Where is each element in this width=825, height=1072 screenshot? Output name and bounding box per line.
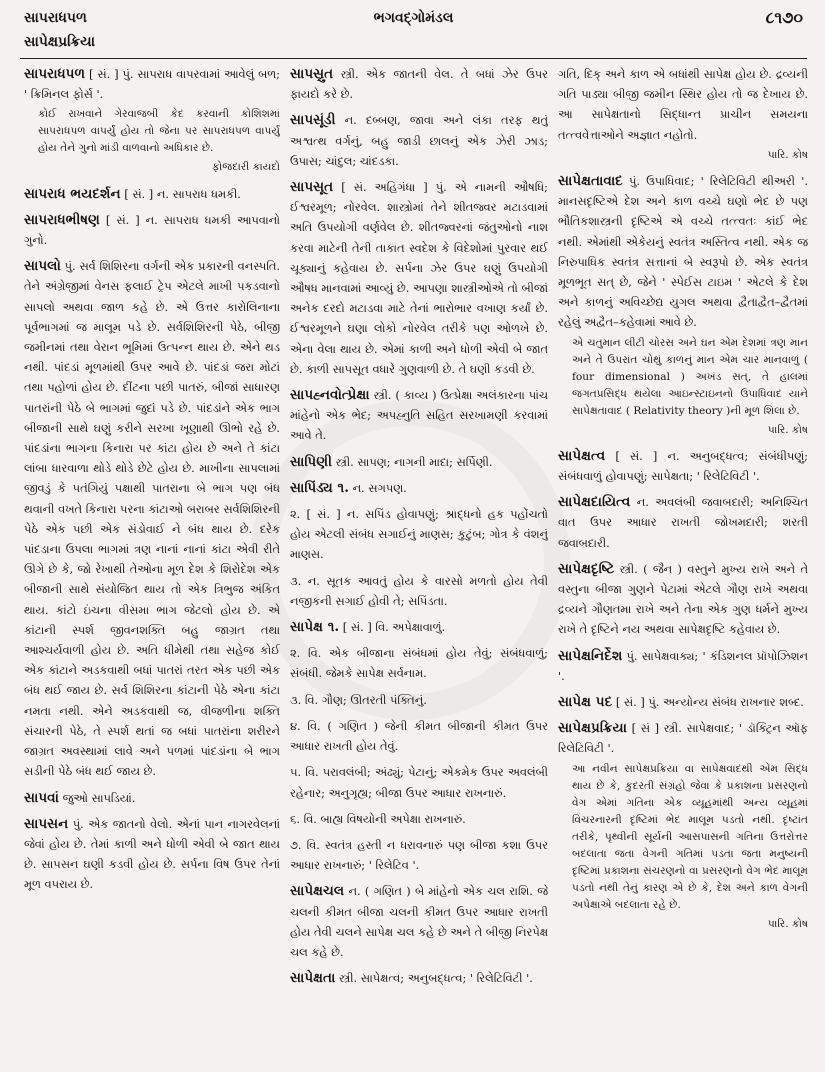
entry-headword: સાપેક્ષતાવાદ bbox=[558, 173, 623, 190]
entry-headword: સાપસ્રુત bbox=[290, 66, 334, 82]
dictionary-entry bbox=[290, 690, 548, 710]
column-1 bbox=[24, 64, 280, 1064]
entry-definition: [ સં. ] પું. સાપરાધ વાપરવામાં આવેલું બળ; ' ક્રિમિનલ ફોર્સ '. bbox=[24, 67, 280, 102]
entry-quotation: કોઈ રાખવાને ગેરવાજબી કેદ કરવાની કોશિશમાં સાપરાધપળ વાપર્યું હોય તો જેના પર સાપરાધપળ વાપર્યું હોય તેને ગુનો માંડી વાળવાનો અધિકાર છે. bbox=[38, 108, 280, 155]
dictionary-entry bbox=[290, 452, 548, 472]
entry-definition: જુઓ સાપડિયાં. bbox=[62, 790, 136, 805]
entry-definition: [ સં ] સ્ત્રી. સાપેક્ષવાદ; ' ડૉક્ટ્રિન ઑફ રિલેટિવિટી '. bbox=[558, 721, 808, 756]
dictionary-entry bbox=[290, 478, 548, 498]
dictionary-entry bbox=[290, 835, 548, 875]
dictionary-entry bbox=[558, 646, 808, 686]
entry-definition: ન. દબ્બણ, જાવા અને લંકા તરફ થતું અશ્વત્થ વર્ગનું, બહુ જાડી છાલનું એક ઝેરી ઝાડ; ઉપાસ; ચાંદુલ; ચાંદડકા. bbox=[290, 113, 548, 168]
entry-headword: સાપેક્ષ પદ bbox=[558, 694, 613, 711]
entry-headword: સાપેક્ષતા bbox=[290, 970, 336, 987]
entry-definition: સ્ત્રી. સાપણ; નાગની માદા; સર્પિણી. bbox=[335, 454, 493, 469]
entry-headword: સાપસૂત bbox=[290, 179, 334, 196]
dictionary-entry bbox=[290, 968, 548, 988]
entry-definition: [ સં. ] ન. અનુબદ્ધત્વ; સંબંધીપણું; સંબંધવાળું હોવાપણું; સાપેક્ષતા; ' રિલેટિવિટી '. bbox=[558, 448, 808, 484]
dictionary-entry bbox=[558, 64, 808, 165]
dictionary-entry bbox=[290, 617, 548, 637]
column-2 bbox=[290, 64, 548, 1064]
entry-definition: ૫. વિ. પરાવલંબી; અંઢ્યું; પેટાનું; એકમેક ઉપર અવલંબી રહેનાર; અનુગૃહ્ય; બીજા ઉપર આધાર રાખનારું. bbox=[290, 765, 548, 800]
entry-headword: સાપિંડ્ય ૧. bbox=[290, 479, 349, 496]
entry-headword: સાપેક્ષદાયિત્વ bbox=[558, 494, 631, 511]
entry-definition: પું. સાપેક્ષવાક્ય; ' કંડિશનલ પ્રૉપોઝિશન '. bbox=[558, 648, 808, 683]
dictionary-entry bbox=[24, 184, 280, 204]
header-sub-guide-word: સાપેક્ષપ્રક્રિયા bbox=[24, 34, 96, 50]
entry-definition: સ્ત્રી. સાપેક્ષત્વ; અનુબદ્ધત્વ; ' રિલેટિવિટી '. bbox=[339, 971, 533, 986]
entry-definition: સ્ત્રી. ( જૈન ) વસ્તુને મુખ્ય રાખે અને તે વસ્તુના બીજા ગુણને પેટામાં એટલે ગૌણ રાખે અથવા દ્રવ્યને ગૌણતમા રાખે અને તેના એક ગુણ ધર્મને મુખ્ય રાખે તે દૃષ્ટિને નય અથવા સાપેક્ષદૃષ્ટિ કહેવાય છે. bbox=[558, 561, 808, 637]
entry-source: પારિ. કોષ bbox=[767, 423, 808, 436]
entry-headword: સાપરાધપળ bbox=[24, 66, 86, 82]
dictionary-entry bbox=[290, 762, 548, 802]
dictionary-entry bbox=[558, 446, 808, 486]
dictionary-entry bbox=[290, 571, 548, 611]
dictionary-entry bbox=[290, 385, 548, 446]
entry-definition: સ્ત્રી. ( કાવ્ય ) ઉત્પ્રેક્ષા અલંકારના પાંચ માંહેનો એક ભેદ; અપહ્નુતિ સહિત સરખામણી કરવામાં આવે તે. bbox=[290, 388, 548, 443]
entry-headword: સાપરાધભીષણ bbox=[24, 211, 100, 228]
entry-headword: સાપવાં bbox=[24, 789, 59, 806]
entry-definition: ૨. વિ. એક બીજાના સંબંધમાં હોય તેવું; સંબંધવાળું; સંબંધી. જેમકે સાપેક્ષ સર્વનામ. bbox=[290, 646, 548, 681]
dictionary-entry bbox=[290, 504, 548, 565]
dictionary-entry bbox=[290, 881, 548, 962]
entry-headword: સાપેક્ષચલ bbox=[290, 883, 345, 900]
column-3 bbox=[558, 64, 808, 1064]
entry-definition: પું. એક જાતનો વેલો. એનાં પાન નાગરવેલનાં જેવાં હોય છે. તેમાં કાળી અને ધોળી એવી બે જાત થાય છે. સાપસન ઘણી કડવી હોય છે. સર્પના વિષ ઉપર તેનાં મૂળ વપરાય છે. bbox=[24, 816, 280, 892]
dictionary-entry bbox=[24, 788, 280, 808]
entry-headword: સાપેક્ષનિર્દેશ bbox=[558, 647, 623, 664]
page-number: ૮૧૭૦ bbox=[765, 8, 803, 27]
entry-definition: [ સં. ] ન. સાપરાધ ધમકી. bbox=[124, 186, 241, 201]
dictionary-entry bbox=[24, 210, 280, 250]
entry-headword: સાપેક્ષત્વ bbox=[558, 447, 606, 464]
entry-definition: ૬. વિ. બાહ્ય વિષયોની અપેક્ષા રાખનારું. bbox=[290, 811, 466, 826]
entry-quotation: આ નવીન સાપેક્ષપ્રક્રિયા વા સાપેક્ષવાદથી એમ સિદ્ધ થાય છે કે, કુદરતી સંગ્રહો જેવા કે પ્રકાશના પ્રસરણનો વેગ એમાં ગતિના એક વ્યૂહમાંથી અન્ય વ્યૂહમાં વિચરનારની દૃષ્ટિમાં ભેદ માલૂમ પડતો નથી. દૃષ્ટાંત તરીકે, પૃથ્વીની સૂર્યની આસપાસની ગતિના ઉત્તરોત્તર બદલાતા જતા વેગની ગતિમાં પડતા જતા મનુષ્યની દૃષ્ટિમાં પ્રકાશના સંચરણનો વા પ્રસરણનો વેગ ભેદ માલૂમ પડતો નથી તેનું કારણ એ છે કે, દેશ અને કાળ વેગની અપેક્ષાએ બદલાતા રહે છે. bbox=[572, 762, 808, 911]
dictionary-entry bbox=[290, 110, 548, 171]
entry-definition: ૪. વિ. ( ગણિત ) જેની કીમત બીજાની કીમત ઉપર આધાર રાખતી હોય તેવું. bbox=[290, 718, 548, 754]
entry-definition: [ સં. ] ન. સાપરાધ ધમકી આપવાનો ગુનો. bbox=[24, 212, 280, 248]
entry-definition: ન. અવલંબી જવાબદારી; અનિશ્ચિત વાત ઉપર આધાર રાખતી જોખમદારી; શરતી જવાબદારી. bbox=[558, 495, 808, 550]
dictionary-entry bbox=[290, 643, 548, 683]
dictionary-entry bbox=[558, 171, 808, 440]
entry-headword: સાપસન bbox=[24, 815, 69, 832]
entry-definition: ૨. [ સં. ] ન. સપિંડ હોવાપણું; શ્રાદ્ધનો હક પહોંચતો હોય એટલી સંબંધ સગાઈનું માણસ; કુટુંબ; ગોત્ર કે વંશનું માણસ. bbox=[290, 507, 548, 562]
entry-headword: સાપેક્ષપ્રક્રિયા bbox=[558, 720, 627, 737]
dictionary-entry bbox=[290, 64, 548, 104]
dictionary-entry bbox=[558, 492, 808, 553]
dictionary-entry bbox=[290, 177, 548, 379]
entry-source: પારિ. કોષ bbox=[767, 917, 808, 930]
entry-headword: સાપસૂંડી bbox=[290, 112, 336, 129]
dictionary-entry bbox=[290, 809, 548, 829]
entry-definition: ન. સગપણ. bbox=[352, 480, 407, 495]
entry-definition: ૩. ન. સૂતક આવતું હોય કે વારસો મળતો હોય તેવી નજીકની સગાઈ હોવી તે; સપિંડતા. bbox=[290, 573, 548, 608]
header-left-guide-word: સાપરાધપળ bbox=[24, 10, 87, 26]
entry-headword: સાપલો bbox=[24, 258, 61, 275]
header-title: ભગવદ્ગોમંડલ bbox=[373, 10, 454, 26]
entry-definition: ન. ( ગણિત ) બે માંહેનો એક ચલ રાશિ. જે ચલની કીમત બીજા ચલની કીમત ઉપર આધાર રાખતી હોય તેવી ચલને સાપેક્ષ ચલ કહે છે અને તે બીજી નિરપેક્ષ ચલ કહે છે. bbox=[290, 884, 548, 959]
entry-definition: ૭. વિ. સ્વતંત્ર હસ્તી ન ધરાવનારું પણ બીજા કશા ઉપર આધાર રાખનારું; ' રિલેટિવ '. bbox=[290, 837, 548, 873]
dictionary-entry bbox=[558, 692, 808, 712]
dictionary-entry bbox=[24, 814, 280, 895]
entry-definition: ગતિ, દિક્ અને કાળ એ બધાંથી સાપેક્ષ હોય છે. દ્રવ્યની ગતિ પાડ્યા બીજી જમીન સ્થિર હોય તો જ દેખાય છે. આ સાપેક્ષતાનો સિદ્ધાન્ત પ્રાચીન સમયના તત્ત્વવેત્તાઓને અજ્ઞાત નહોતો. bbox=[558, 67, 808, 142]
dictionary-entry bbox=[290, 716, 548, 756]
entry-definition: [ સં. ] પું. અન્યોન્ય સંબંધ રાખનાર શબ્દ. bbox=[615, 695, 804, 710]
entry-headword: સાપરાધ ભયદર્શન bbox=[24, 185, 121, 202]
header-divider bbox=[20, 58, 807, 59]
entry-definition: સ્ત્રી. એક જાતની વેલ. તે બધાં ઝેર ઉપર ફાયદો કરે છે. bbox=[290, 67, 548, 102]
dictionary-entry bbox=[558, 718, 808, 934]
entry-definition: [ સં. અહિગંધા ] પું. એ નામની ઔષધિ; ઈશ્વરમૂળ; નોરવેલ. શાસ્ત્રોમાં તેને શીતજ્વર મટાડવામાં અતિ ઉપયોગી વર્ણવેલ છે. શીતજ્વરનાં જંતુઓનો નાશ કરવા માટેની તેની તાકાત સ્વદેશ કે વિદેશોમાં પુરવાર થઈ ચૂક્યાનું કહેવાય છે. સર્પના ઝેર ઉપર ઘણું ઉપયોગી ઔષધ માનવામાં આવ્યું છે. આપણા શાસ્ત્રીઓએ તો બીજાં અનેક દરદો મટાડવા માટે તેનાં ભારોભાર વખાણ કર્યાં છે. ઈશ્વરમૂળને ઘણા લોકો નોરવેલ તરીકે પણ ઓળખે છે. એના વેલા થાય છે. એમાં કાળી અને ધોળી એવી બે જાત છે. કાળી સાપસૂત વધારે ગુણવાળી છે. તે ઘણી કડવી છે. bbox=[290, 180, 548, 376]
entry-definition: પું. ઉપાધિવાદ; ' રિલેટિવિટી થીઅરી '. માનસદૃષ્ટિએ દેશ અને કાળ વચ્ચે ઘણો ભેદ છે પણ ભૌતિકશાસ્ત્રની દૃષ્ટિએ એ વચ્ચે તત્ત્વતઃ કાંઈ ભેદ નથી. એમાંથી એકેયનું સ્વતંત્ર અસ્તિત્વ નથી. એક જ નિરુપાધિક સ્વતંત્ર સત્તાનાં બે સ્વરૂપો છે. એક સ્વતંત્ર મૂળભૂત સત્ છે, જેને ' સ્પેઈસ ટાઇમ ' એટલે કે દેશ અને કાળનું અવિચ્છેદ્ય યુગલ અથવા દ્વૈતાદ્વૈત–દ્વૈતમાં રહેલું અદ્વૈત–કહેવામાં આવે છે. bbox=[558, 174, 808, 330]
entry-definition: પું. સર્વ શિશિરના વર્ગની એક પ્રકારની વનસ્પતિ. તેને અંગ્રેજીમાં વેનસ ફલાઈ ટ્રેપ એટલે માખી પકડવાનો સાપલો અથવા જાળ કહે છે. એ ઉત્તર કારોલિનાના પૂર્વભાગમાં જ માલૂમ પડે છે. સર્વશિશિરની પેઠે, બીજી જમીનમાં તથા વેરાન ભૂમિમાં ઉત્પન્ન થાય છે. એને થડ નથી. પાંદડાં મૂળમાંથી ઉપર આવે છે. પાંદડાં જરા મોટાં તથા પહોળાં હોય છે. દીંટના પછી પાતરું, બીજાં સાધારણ પાતરાંની પેઠે બે ભાગમાં જુદાં પડે છે. પાંદડાંને એક ભાગ બીજાની સાથે ઘણું કરીને સરખા ખૂણાથી ઊભો રહે છે. પાંદડાંના ભાગના કિનારા પર કાંટા હોય છે અને તે કાંટા લાંબા ધારવાળા થોડે થોડે છેટે હોય છે. માખીના સાપલામાં જીવડું કે પતંગિયું પક્ષાથી પાતરાના બે ભાગ પણ બંધ થવાની વખતે કિનારા પરના કાંટાઓ બરાબર સર્વશિશિરની પેઠે એક પછી એક સંડોવાઈ ને બંધ થાય છે. દરેક પાંદડાના ઉપલા ભાગમાં ત્રણ નાનાં નાનાં કાંટા એવી રીતે ઊગે છે કે, જો રેખાથી તેઓના મૂળ દેશ કે શિરોદેશ એક બીજાની સાથે સંયોજિત થાય તો એક ત્રિભુજ અંકિત થાય. કાંટો ઇંચના વીસમા ભાગ જેટલો હોય છે. એ કાંટાની સ્પર્શ જીવનશક્તિ બહુ જાગ્રત તથા આશ્ચર્યવાળી હોય છે. અતિ ધીમેથી તથા સહેજ કોઈ એક કાંટાને અડકવાથી બધાં પાતરાં તરત એક પછી એક બંધ થઈ જાય છે. સર્વ શિશિરના કાંટાની પેઠે એના કાંટા નમતા નથી. એને અડકવાથી જ, વીજળીના શક્તિ સંચારની પેઠે, તે સ્પર્શ થતાં જ બધાં પાતરાંના શરીરને જાગ્રત અવસ્થામાં લાવે અને પળમાં પાંદડાંના બે ભાગ સડીની પેઠે બંધ થઈ જાય છે. bbox=[24, 259, 280, 779]
entry-quotation: એ ચતુમાન લીટી ચોરસ અને ઘન એમ દેશમાં ત્રણ માન અને તે ઉપરાંત ચોથું કાળનું માન એમ ચાર માનવાળું ( four dimensional ) અખંડ સત્, તે હાલમાં જગતપ્રસિદ્ધ થયેલા આઇન્સ્ટાઇનનો ઉપાધિવાદ યાને સાપેક્ષતાવાદ ( Relativity theory )ની મૂળ શિલા છે. bbox=[572, 336, 808, 417]
entry-source: ફોજદારી કાયદો bbox=[212, 161, 280, 174]
page-header bbox=[20, 8, 807, 34]
entry-definition: ૩. વિ. ગૌણ; ઊતરતી પંક્તિનું. bbox=[290, 692, 427, 707]
entry-headword: સાપેક્ષ ૧. bbox=[290, 619, 340, 636]
entry-headword: સાપેક્ષદૃષ્ટિ bbox=[558, 560, 615, 577]
entry-headword: સાપહ્નવોત્પ્રેક્ષા bbox=[290, 387, 370, 404]
entry-definition: [ સં. ] વિ. અપેક્ષાવાળું. bbox=[342, 620, 446, 635]
entry-source: પારિ. કોષ bbox=[767, 148, 808, 161]
dictionary-entry bbox=[24, 64, 280, 178]
dictionary-entry bbox=[24, 256, 280, 781]
dictionary-entry bbox=[558, 559, 808, 640]
entry-headword: સાપિણી bbox=[290, 453, 332, 470]
